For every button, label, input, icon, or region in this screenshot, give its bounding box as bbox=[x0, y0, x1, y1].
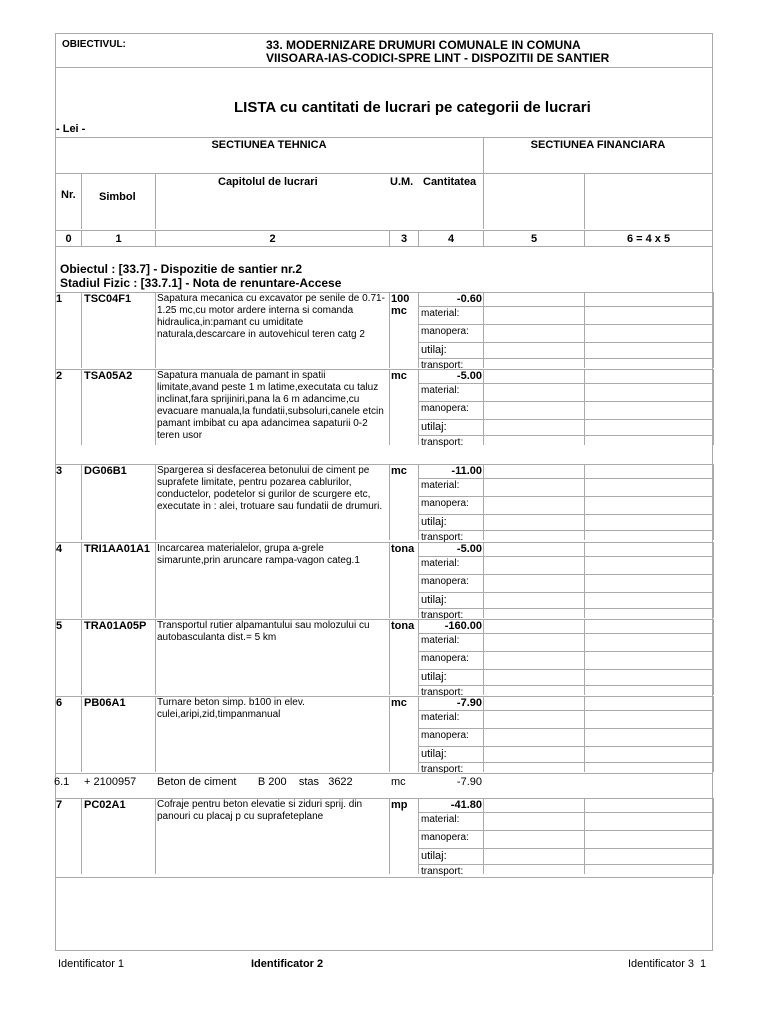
col-line bbox=[418, 696, 419, 772]
col-line bbox=[155, 798, 156, 874]
cost-label-utilaj: utilaj: bbox=[421, 421, 447, 433]
item-description: Sapatura mecanica cu excavator pe senile de 0.71-1.25 mc,cu motor ardere interna si comanda hidraulica,in:pamant cu umiditate naturala,descarcare in autovehicul teren catg 2 bbox=[157, 293, 385, 340]
cost-label-utilaj: utilaj: bbox=[421, 516, 447, 528]
col-line bbox=[418, 464, 419, 540]
item-nr: 6 bbox=[56, 697, 63, 709]
item-quantity: -160.00 bbox=[444, 620, 482, 632]
project-title-line2: VIISOARA-IAS-CODICI-SPRE LINT - DISPOZITII DE SANTIER bbox=[266, 51, 610, 65]
col-line bbox=[418, 619, 419, 695]
obiect-line2: Stadiul Fizic : [33.7.1] - Nota de renuntare-Accese bbox=[60, 276, 342, 290]
item-um: tona bbox=[391, 620, 415, 632]
item-description: Turnare beton simp. b100 in elev. culei,aripi,zid,timpanmanual bbox=[157, 697, 305, 720]
item-simbol: PB06A1 bbox=[84, 697, 126, 709]
col-number-2: 2 bbox=[269, 233, 276, 245]
col-line bbox=[81, 173, 82, 229]
item-description: Transportul rutier alpamantului sau molozului cu autobasculanta dist.= 5 km bbox=[157, 620, 370, 643]
col-number-4: 4 bbox=[447, 233, 455, 245]
cost-label-transport: transport: bbox=[421, 437, 464, 448]
footer-page-number: 1 bbox=[700, 958, 707, 970]
col-line bbox=[483, 173, 484, 229]
cost-label-transport: transport: bbox=[421, 610, 464, 621]
col-line bbox=[418, 798, 419, 874]
cost-row-line bbox=[418, 710, 713, 711]
col-line bbox=[155, 369, 156, 445]
table-bottom-line bbox=[55, 877, 713, 878]
col-line bbox=[584, 369, 585, 445]
cost-row-line bbox=[418, 419, 713, 420]
item-um: mc bbox=[391, 370, 407, 382]
project-title-line1: 33. MODERNIZARE DRUMURI COMUNALE IN COMUNA bbox=[266, 38, 581, 52]
col-line bbox=[418, 292, 419, 368]
item-description: Incarcarea materialelor, grupa a-grele simarunte,prin aruncare rampa-vagon categ.1 bbox=[157, 543, 360, 566]
cost-row-line bbox=[418, 812, 713, 813]
cost-row-line bbox=[418, 728, 713, 729]
cost-label-manopera: manopera: bbox=[421, 498, 469, 509]
col-line bbox=[155, 696, 156, 772]
obiect-line1: Obiectul : [33.7] - Dispozitie de santier nr.2 bbox=[60, 262, 303, 276]
cost-row-line bbox=[418, 383, 713, 384]
cost-row-line bbox=[418, 685, 713, 686]
cost-label-transport: transport: bbox=[421, 532, 464, 543]
item-nr: 7 bbox=[56, 799, 63, 811]
footer-identificator-1: Identificator 1 bbox=[58, 958, 125, 970]
col-header-um: U.M. bbox=[390, 176, 414, 188]
item-um: mc bbox=[391, 697, 407, 709]
col-line bbox=[155, 292, 156, 368]
cost-row-line bbox=[418, 435, 713, 436]
cost-row-line bbox=[418, 608, 713, 609]
cost-label-transport: transport: bbox=[421, 764, 464, 775]
cost-label-utilaj: utilaj: bbox=[421, 671, 447, 683]
col-line bbox=[584, 542, 585, 618]
section-financiara: SECTIUNEA FINANCIARA bbox=[530, 139, 666, 151]
item-nr: 3 bbox=[56, 465, 63, 477]
col-number-0: 0 bbox=[65, 233, 72, 245]
cost-label-manopera: manopera: bbox=[421, 730, 469, 741]
col-line bbox=[584, 798, 585, 874]
col-line bbox=[584, 619, 585, 695]
table-top-line bbox=[55, 137, 713, 138]
col-line bbox=[483, 292, 484, 368]
col-line bbox=[713, 542, 714, 618]
col-line bbox=[81, 464, 82, 540]
header-divider bbox=[55, 67, 713, 68]
page-title: LISTA cu cantitati de lucrari pe categorii de lucrari bbox=[234, 99, 591, 116]
col-header-simbol: Simbol bbox=[99, 191, 136, 203]
footer-identificator-2: Identificator 2 bbox=[251, 958, 324, 970]
cost-label-transport: transport: bbox=[421, 360, 464, 371]
cost-row-line bbox=[418, 830, 713, 831]
item-quantity: -7.90 bbox=[456, 697, 482, 709]
cost-row-line bbox=[418, 496, 713, 497]
col-line bbox=[418, 542, 419, 618]
col-line bbox=[81, 619, 82, 695]
cost-label-manopera: manopera: bbox=[421, 653, 469, 664]
obiectivul-label: OBIECTIVUL: bbox=[62, 39, 126, 50]
cost-label-manopera: manopera: bbox=[421, 832, 469, 843]
col-line bbox=[713, 292, 714, 368]
col-number-3: 3 bbox=[400, 233, 408, 245]
col-line bbox=[155, 619, 156, 695]
item-um: mc bbox=[391, 465, 407, 477]
cost-label-utilaj: utilaj: bbox=[421, 344, 447, 356]
cost-row-line bbox=[418, 514, 713, 515]
subitem-description: Beton de ciment B 200 stas 3622 bbox=[157, 776, 353, 788]
cost-row-line bbox=[418, 762, 713, 763]
cost-row-line bbox=[418, 746, 713, 747]
item-simbol: DG06B1 bbox=[84, 465, 127, 477]
col-line bbox=[389, 542, 390, 618]
cost-row-line bbox=[418, 592, 713, 593]
item-description: Sapatura manuala de pamant in spatii limitate,avand peste 1 m latime,executata cu taluz inclinat,fara sprijiniri,pana la 6 m adancime,cu evacuare manuala,la fundatii,subsoluri,canele etcin pamant imbibat cu apa adancimea sapaturii 0-2 teren usor bbox=[157, 370, 384, 441]
col-line bbox=[389, 798, 390, 874]
col-line bbox=[584, 696, 585, 772]
cost-row-line bbox=[418, 574, 713, 575]
cost-label-material: material: bbox=[421, 480, 460, 491]
item-quantity: -5.00 bbox=[456, 543, 482, 555]
cost-label-manopera: manopera: bbox=[421, 326, 469, 337]
col-line bbox=[713, 696, 714, 772]
cost-label-transport: transport: bbox=[421, 866, 464, 877]
item-nr: 2 bbox=[56, 370, 63, 382]
col-header-nr: Nr. bbox=[61, 189, 76, 201]
item-quantity: -5.00 bbox=[456, 370, 482, 382]
section-tehnica: SECTIUNEA TEHNICA bbox=[211, 139, 327, 151]
cost-row-line bbox=[418, 864, 713, 865]
col-header-cantitate: Cantitatea bbox=[423, 176, 477, 188]
cost-row-line bbox=[418, 342, 713, 343]
col-number-1: 1 bbox=[115, 233, 122, 245]
subitem-um: mc bbox=[391, 776, 406, 788]
cost-label-material: material: bbox=[421, 558, 460, 569]
col-line bbox=[483, 464, 484, 540]
cost-label-material: material: bbox=[421, 814, 460, 825]
col-line bbox=[483, 619, 484, 695]
item-nr: 5 bbox=[56, 620, 63, 632]
col-line bbox=[584, 292, 585, 368]
subitem-simbol: + 2100957 bbox=[84, 776, 137, 788]
item-simbol: TSA05A2 bbox=[84, 370, 133, 382]
col-line bbox=[483, 696, 484, 772]
col-header-capitol: Capitolul de lucrari bbox=[218, 176, 318, 188]
item-simbol: TRA01A05P bbox=[84, 620, 147, 632]
col-line bbox=[81, 798, 82, 874]
col-line bbox=[155, 173, 156, 229]
cost-row-line bbox=[418, 324, 713, 325]
section-line bbox=[55, 173, 713, 174]
item-nr: 1 bbox=[56, 293, 63, 305]
item-um: 100 mc bbox=[391, 293, 410, 317]
item-simbol: TRI1AA01A1 bbox=[84, 543, 151, 555]
cost-label-material: material: bbox=[421, 712, 460, 723]
cost-row-line bbox=[418, 848, 713, 849]
currency-label: - Lei - bbox=[56, 123, 86, 135]
item-quantity: -41.80 bbox=[450, 799, 482, 811]
footer-identificator-3: Identificator 3 bbox=[628, 958, 695, 970]
col-line bbox=[81, 542, 82, 618]
cost-row-line bbox=[418, 401, 713, 402]
col-line bbox=[713, 619, 714, 695]
cost-row-line bbox=[418, 530, 713, 531]
col-line bbox=[389, 292, 390, 368]
item-simbol: PC02A1 bbox=[84, 799, 126, 811]
cost-row-line bbox=[418, 306, 713, 307]
item-quantity: -11.00 bbox=[451, 465, 482, 477]
item-quantity: -0.60 bbox=[456, 293, 482, 305]
item-description: Spargerea si desfacerea betonului de ciment pe suprafete limitate, pentru pozarea cablurilor, conductelor, podetelor si gurilor de scurgere etc, executate in : alei, trotuare sau fundatii de drumuri. bbox=[157, 465, 383, 512]
subitem-quantity: -7.90 bbox=[456, 776, 482, 788]
col-line bbox=[81, 292, 82, 368]
cost-row-line bbox=[418, 669, 713, 670]
col-line bbox=[81, 369, 82, 445]
item-um: tona bbox=[391, 543, 415, 555]
col-line bbox=[713, 369, 714, 445]
item-simbol: TSC04F1 bbox=[84, 293, 132, 305]
col-line bbox=[483, 369, 484, 445]
cost-label-utilaj: utilaj: bbox=[421, 748, 447, 760]
col-line bbox=[389, 619, 390, 695]
cost-label-manopera: manopera: bbox=[421, 576, 469, 587]
cost-label-transport: transport: bbox=[421, 687, 464, 698]
cost-row-line bbox=[418, 478, 713, 479]
cost-label-utilaj: utilaj: bbox=[421, 850, 447, 862]
item-um: mp bbox=[391, 799, 408, 811]
cost-row-line bbox=[418, 358, 713, 359]
cost-row-line bbox=[418, 556, 713, 557]
col-line bbox=[389, 464, 390, 540]
cost-row-line bbox=[418, 633, 713, 634]
item-nr: 4 bbox=[56, 543, 63, 555]
col-number-6: 6 = 4 x 5 bbox=[626, 233, 671, 245]
col-line bbox=[155, 464, 156, 540]
col-line bbox=[418, 369, 419, 445]
cost-label-manopera: manopera: bbox=[421, 403, 469, 414]
col-line bbox=[713, 798, 714, 874]
col-line bbox=[713, 464, 714, 540]
cost-label-material: material: bbox=[421, 635, 460, 646]
cost-label-material: material: bbox=[421, 308, 460, 319]
cost-label-utilaj: utilaj: bbox=[421, 594, 447, 606]
cost-label-material: material: bbox=[421, 385, 460, 396]
item-description: Cofraje pentru beton elevatie si ziduri sprij. din panouri cu placaj p cu suprafeteplane bbox=[157, 799, 363, 822]
subitem-nr: 6.1 bbox=[54, 776, 70, 788]
col-line bbox=[81, 696, 82, 772]
col-number-5: 5 bbox=[530, 233, 538, 245]
col-line bbox=[483, 542, 484, 618]
col-line bbox=[483, 798, 484, 874]
col-line bbox=[584, 464, 585, 540]
col-line bbox=[389, 369, 390, 445]
col-line bbox=[584, 173, 585, 229]
col-line bbox=[155, 542, 156, 618]
cost-row-line bbox=[418, 651, 713, 652]
col-line bbox=[389, 696, 390, 772]
subitem-top-line bbox=[55, 773, 713, 774]
